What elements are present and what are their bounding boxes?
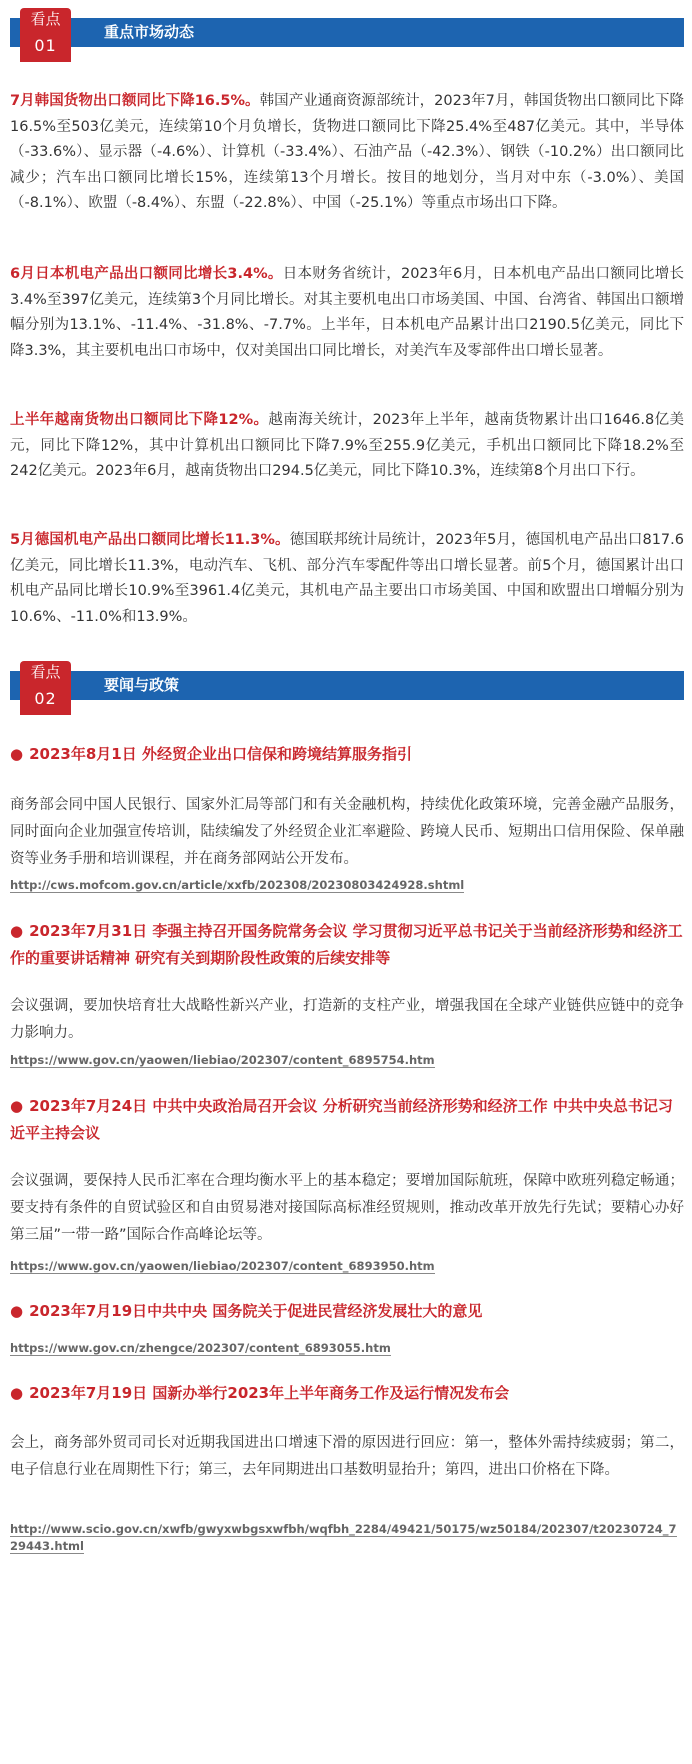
market-paragraph (10, 528, 684, 630)
paragraph-text: 日本财务省统计，2023年6月，日本机电产品出口额同比增长3.4%至397亿美元，连续第3个月同比增长。对其主要机电出口市场美国、中国、台湾省、韩国出口额增幅分别为13.1%、-11.4%、-31.8%、-7.7%。上半年，日本机电产品累计出口2190.5亿美元，同比下降3.3%，其主要机电出口市场中，仅对美国出口同比增长，对美汽车及零部件出口增长显著。 (10, 266, 684, 359)
news-title: ● 2023年7月24日 中共中央政治局召开会议 分析研究当前经济形势和经济工作 中共中央总书记习近平主持会议 (10, 1097, 673, 1142)
paragraph-highlight: 5月德国机电产品出口额同比增长11.3%。 (10, 532, 290, 548)
bullet-icon: ● (10, 922, 24, 940)
paragraph-text: 越南海关统计，2023年上半年，越南货物累计出口1646.8亿美元，同比下降12%，其中计算机出口额同比下降7.9%至255.9亿美元，手机出口额同比下降18.2%至242亿美元。2023年6月，越南货物出口294.5亿美元，同比下降10.3%，连续第8个月出口下行。 (10, 412, 684, 479)
section-header-news (0, 661, 692, 717)
section-title: 重点市场动态 (104, 23, 195, 41)
bullet-icon: ● (10, 1097, 24, 1115)
news-body: 会上，商务部外贸司司长对近期我国进出口增速下滑的原因进行回应：第一，整体外需持续疲弱；第二，电子信息行业在周期性下行；第三，去年同期进出口基数明显抬升；第四，进出口价格在下降。 (10, 1435, 684, 1478)
paragraph-highlight: 上半年越南货物出口额同比下降12%。 (10, 412, 269, 428)
news-body: 会议强调，要保持人民币汇率在合理均衡水平上的基本稳定；要增加国际航班，保障中欧班列稳定畅通；要支持有条件的自贸试验区和自由贸易港对接国际高标准经贸规则，推动改革开放先行先试；要精心办好第三届”一带一路”国际合作高峰论坛等。 (10, 1173, 684, 1243)
market-paragraph (10, 262, 684, 364)
news-body: 会议强调，要加快培育壮大战略性新兴产业，打造新的支柱产业，增强我国在全球产业链供应链中的竞争力影响力。 (10, 998, 684, 1041)
badge-number: 01 (34, 36, 57, 55)
bullet-icon: ● (10, 745, 24, 763)
market-paragraph (10, 408, 684, 485)
badge-label: 看点 (30, 663, 61, 681)
news-link[interactable]: http://cws.mofcom.gov.cn/article/xxfb/202308/20230803424928.shtml (10, 878, 465, 892)
paragraph-text: 韩国产业通商资源部统计，2023年7月，韩国货物出口额同比下降16.5%至503亿美元，连续第10个月负增长，货物进口额同比下降25.4%至487亿美元。其中，半导体（-33.6%）、显示器（-4.6%）、计算机（-33.4%）、石油产品（-42.3%）、钢铁（-10.2%）出口额同比减少；汽车出口额同比增长15%，连续第13个月增长。按目的地划分，当月对中东（-3.0%）、美国（-8.1%）、欧盟（-8.4%）、东盟（-22.8%）、中国（-25.1%）等重点市场出口下降。 (10, 93, 684, 211)
news-title: ● 2023年7月19日 国新办举行2023年上半年商务工作及运行情况发布会 (10, 1384, 510, 1402)
news-link[interactable]: https://www.gov.cn/yaowen/liebiao/202307/content_6895754.htm (10, 1053, 435, 1067)
news-link[interactable]: https://www.gov.cn/zhengce/202307/content_6893055.htm (10, 1341, 391, 1355)
news-body: 商务部会同中国人民银行、国家外汇局等部门和有关金融机构，持续优化政策环境，完善金融产品服务，同时面向企业加强宣传培训，陆续编发了外经贸企业汇率避险、跨境人民币、短期出口信用保险、保单融资等业务手册和培训课程，并在商务部网站公开发布。 (10, 797, 684, 867)
paragraph-highlight: 6月日本机电产品出口额同比增长3.4%。 (10, 266, 283, 282)
news-title: ● 2023年7月19日中共中央 国务院关于促进民营经济发展壮大的意见 (10, 1302, 483, 1320)
paragraph-highlight: 7月韩国货物出口额同比下降16.5%。 (10, 93, 260, 109)
market-paragraph (10, 89, 684, 217)
badge-number: 02 (34, 689, 57, 708)
badge-label: 看点 (30, 10, 61, 28)
section-title: 要闻与政策 (104, 676, 180, 694)
bullet-icon: ● (10, 1302, 24, 1320)
news-title: ● 2023年8月1日 外经贸企业出口信保和跨境结算服务指引 (10, 745, 412, 763)
section-header-market (0, 8, 692, 64)
section-badge (20, 661, 71, 715)
section-badge (20, 8, 71, 62)
paragraph-text: 德国联邦统计局统计，2023年5月，德国机电产品出口817.6亿美元，同比增长11.3%，电动汽车、飞机、部分汽车零配件等出口增长显著。前5个月，德国累计出口机电产品同比增长10.9%至3961.4亿美元，其机电产品主要出口市场美国、中国和欧盟出口增幅分别为10.6%、-11.0%和13.9%。 (10, 532, 684, 625)
news-link[interactable]: https://www.gov.cn/yaowen/liebiao/202307/content_6893950.htm (10, 1259, 435, 1273)
bullet-icon: ● (10, 1384, 24, 1402)
news-title: ● 2023年7月31日 李强主持召开国务院常务会议 学习贯彻习近平总书记关于当前经济形势和经济工作的重要讲话精神 研究有关到期阶段性政策的后续安排等 (10, 922, 683, 967)
news-link[interactable]: http://www.scio.gov.cn/xwfb/gwyxwbgsxwfbh/wqfbh_2284/49421/50175/wz50184/202307/t20230724_729443.html (10, 1522, 677, 1553)
